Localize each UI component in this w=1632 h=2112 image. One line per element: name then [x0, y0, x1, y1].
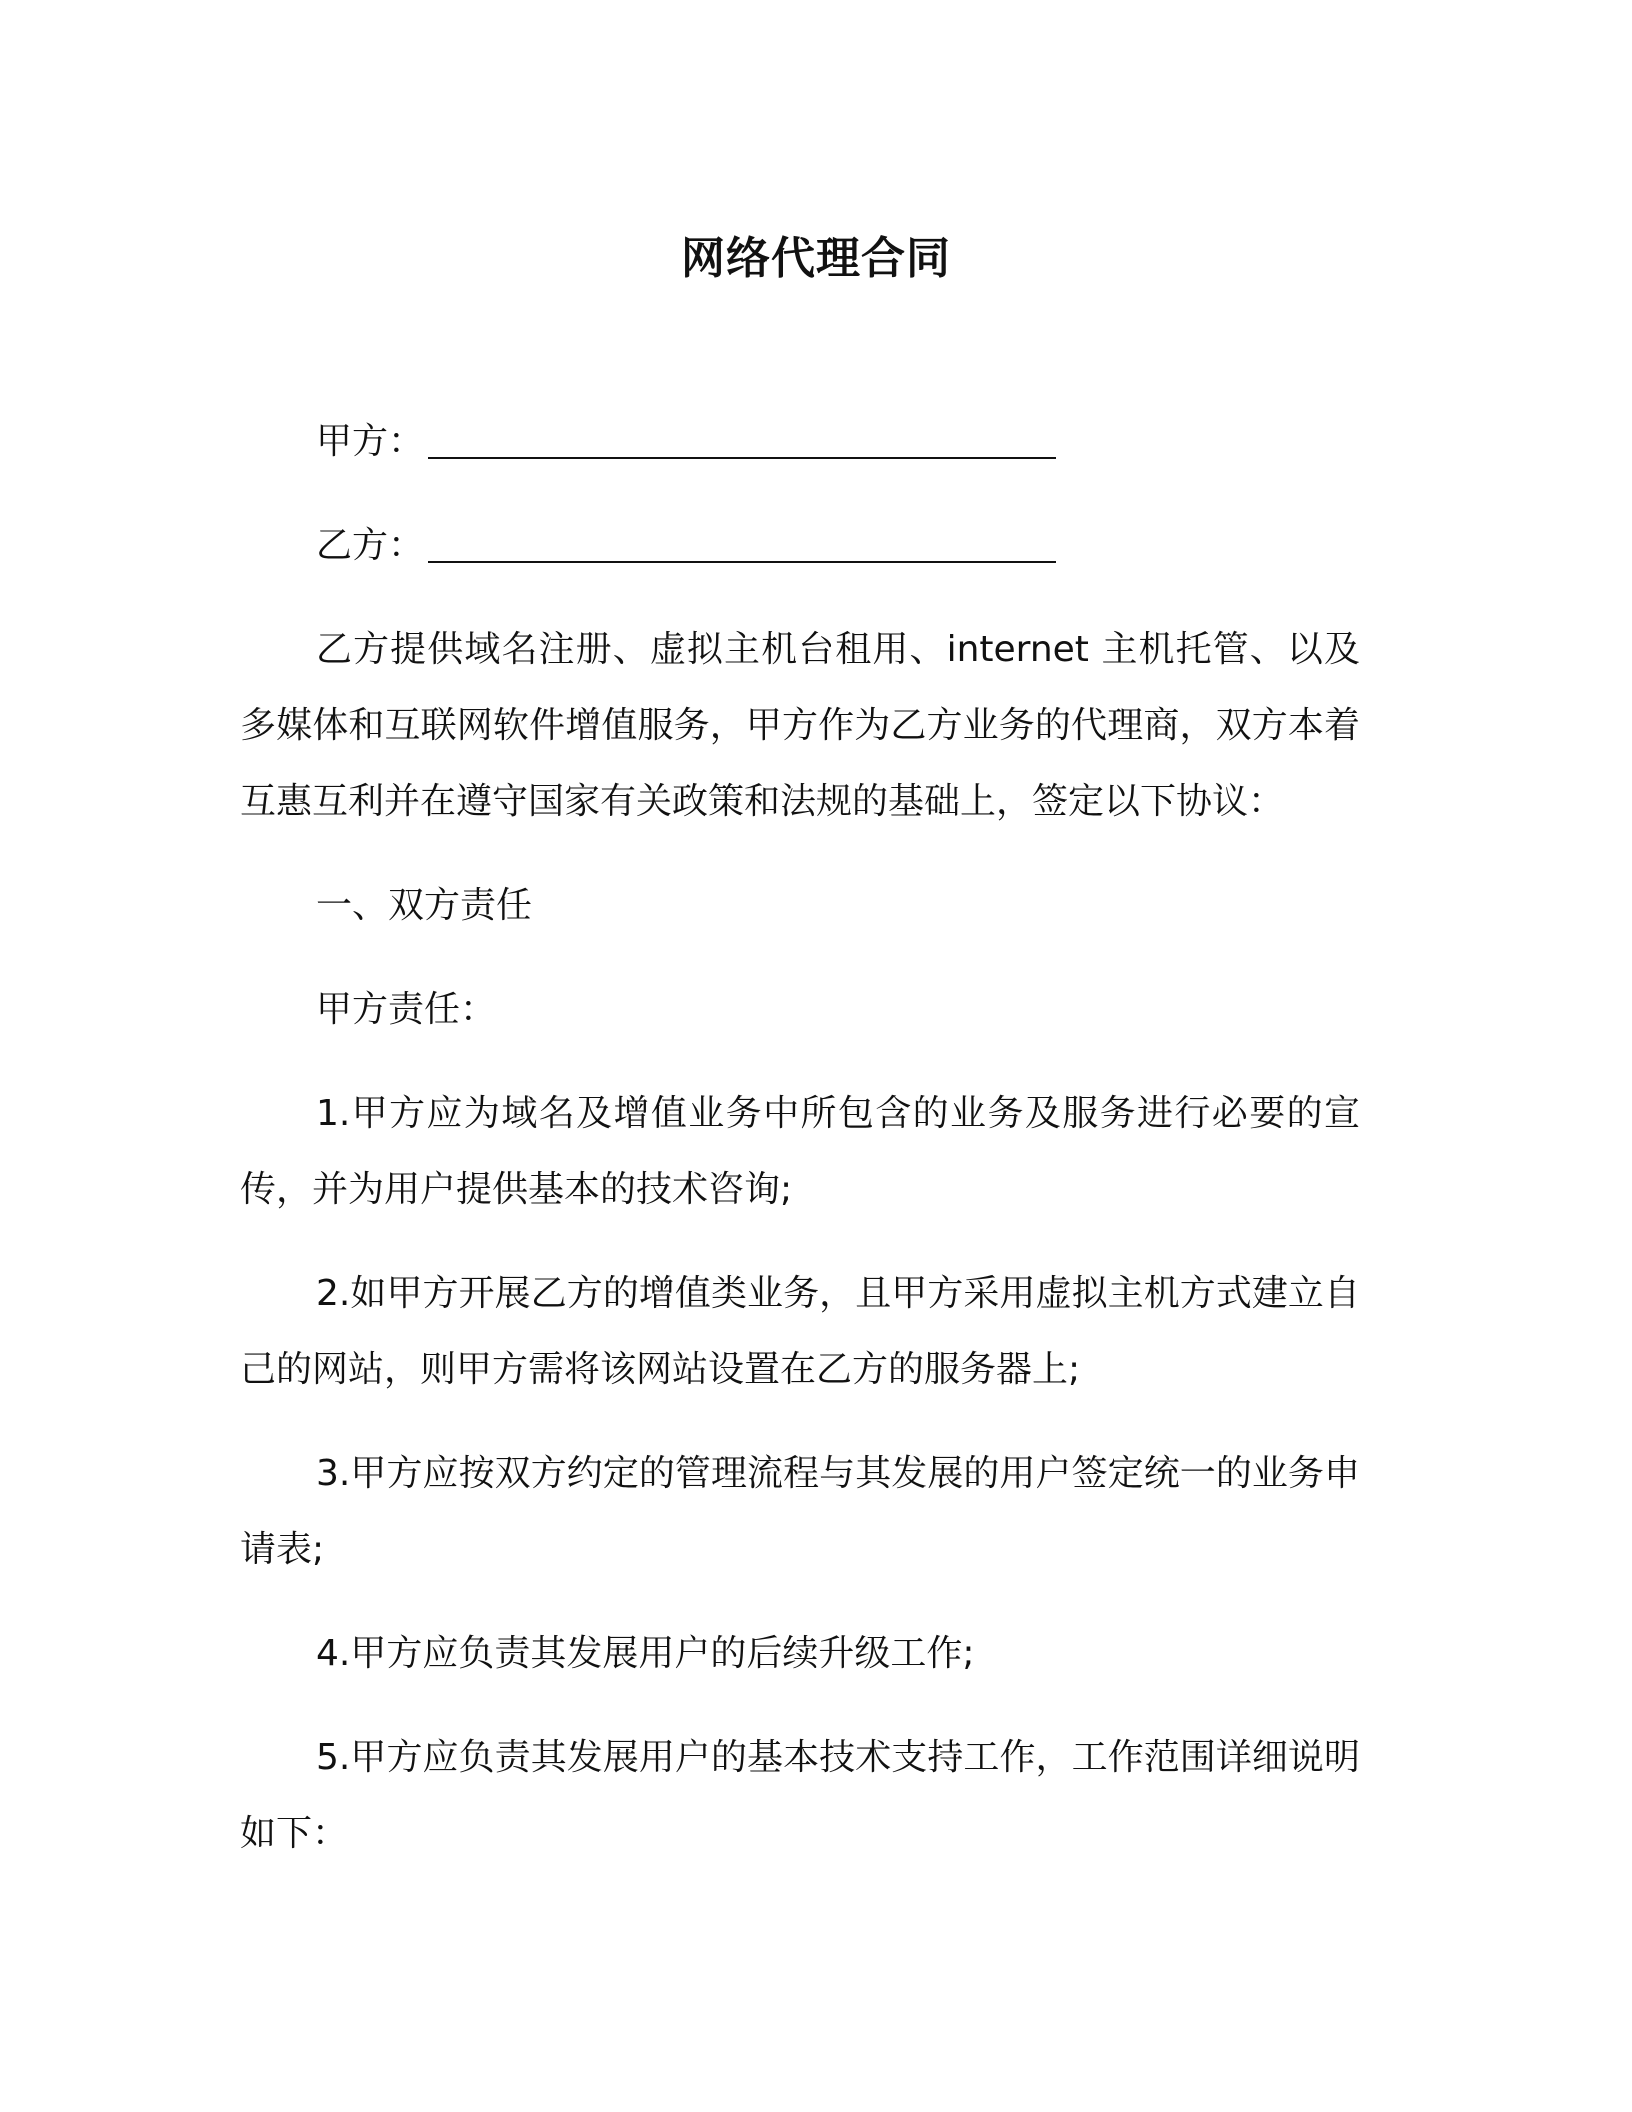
intro-paragraph: 乙方提供域名注册、虚拟主机台租用、internet 主机托管、以及多媒体和互联网软件增值服务，甲方作为乙方业务的代理商，双方本着互惠互利并在遵守国家有关政策和法规的基础上，签定以下协议： — [240, 629, 1360, 822]
duty-item: 5.甲方应负责其发展用户的基本技术支持工作，工作范围详细说明如下： — [240, 1737, 1360, 1854]
duty-item: 3.甲方应按双方约定的管理流程与其发展的用户签定统一的业务申请表; — [240, 1453, 1360, 1570]
duty-item: 2.如甲方开展乙方的增值类业务，且甲方采用虚拟主机方式建立自己的网站，则甲方需将该网站设置在乙方的服务器上; — [240, 1273, 1360, 1390]
duty-item: 1.甲方应为域名及增值业务中所包含的业务及服务进行必要的宣传，并为用户提供基本的技术咨询; — [240, 1093, 1360, 1210]
section-heading: 一、双方责任 — [316, 885, 533, 926]
duty-item: 4.甲方应负责其发展用户的后续升级工作; — [316, 1633, 975, 1674]
party-b-label: 乙方： — [316, 525, 425, 566]
party-b-blank — [428, 517, 1056, 563]
document-body — [240, 404, 1360, 1900]
party-b-line — [240, 508, 1360, 584]
party-a-blank — [428, 413, 1056, 459]
party-a-line — [240, 404, 1360, 480]
document-title: 网络代理合同 — [681, 233, 951, 284]
party-a-duties-heading: 甲方责任： — [316, 989, 497, 1030]
party-a-label: 甲方： — [316, 421, 425, 462]
